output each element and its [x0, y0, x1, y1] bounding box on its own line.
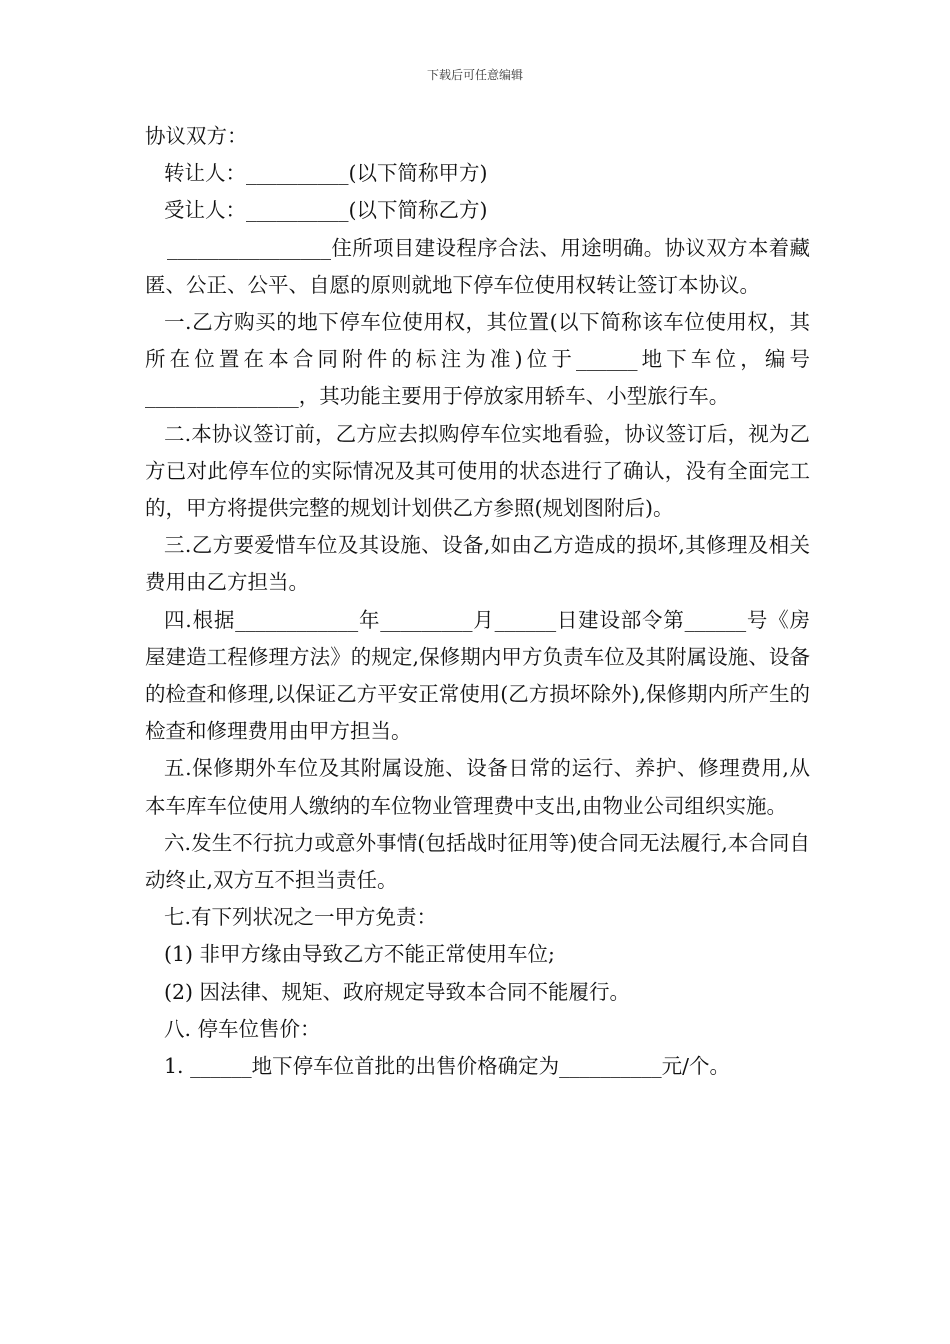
clause-6: 六.发生不行抗力或意外事情(包括战时征用等)使合同无法履行,本合同自动终止,双方互不担当责任。: [145, 830, 810, 893]
clause-3: 三.乙方要爱惜车位及其设施、设备,如由乙方造成的损坏,其修理及相关费用由乙方担当。: [145, 533, 810, 595]
parties-heading: 协议双方：: [145, 124, 248, 148]
clause-1: 一.乙方购买的地下停车位使用权，其位置(以下简称该车位使用权，其所在位置在本合同附件的标注为准)位于______地下车位，编号_______________，其功能主要用于停放家用轿车、小型旅行车。: [145, 310, 810, 409]
clause-7-item-2: (2) 因法律、规矩、政府规定导致本合同不能履行。: [164, 979, 631, 1004]
preamble-paragraph: ________________住所项目建设程序合法、用途明确。协议双方本着藏匿、公正、公平、自愿的原则就地下停车位使用权转让签订本协议。: [145, 235, 810, 297]
clause-7-item-1: (1) 非甲方缘由导致乙方不能正常使用车位;: [164, 942, 555, 967]
clause-2: 二.本协议签订前，乙方应去拟购停车位实地看验，协议签订后，视为乙方已对此停车位的实际情况及其可使用的状态进行了确认，没有全面完工的，甲方将提供完整的规划计划供乙方参照(规划图附后)。: [145, 421, 810, 521]
transferee-line: 受让人：__________(以下简称乙方): [164, 198, 488, 223]
transferor-line: 转让人：__________(以下简称甲方): [164, 161, 488, 186]
clause-8: 八. 停车位售价：: [164, 1016, 321, 1041]
clause-8-item-1: 1. ______地下停车位首批的出售价格确定为__________元/个。: [164, 1054, 730, 1079]
clause-4: 四.根据____________年_________月______日建设部令第______号《房屋建造工程修理方法》的规定,保修期内甲方负责车位及其附属设施、设备的检查和修理,以保证乙方平安正常使用(乙方损坏除外),保修期内所产生的检查和修理费用由甲方担当。: [145, 607, 810, 744]
clause-5: 五.保修期外车位及其附属设施、设备日常的运行、养护、修理费用,从本车库车位使用人缴纳的车位物业管理费中支出,由物业公司组织实施。: [145, 756, 810, 818]
contract-body: [145, 118, 810, 1085]
clause-7: 七.有下列状况之一甲方免责：: [164, 905, 438, 930]
page-header: 下载后可任意编辑: [426, 68, 523, 82]
